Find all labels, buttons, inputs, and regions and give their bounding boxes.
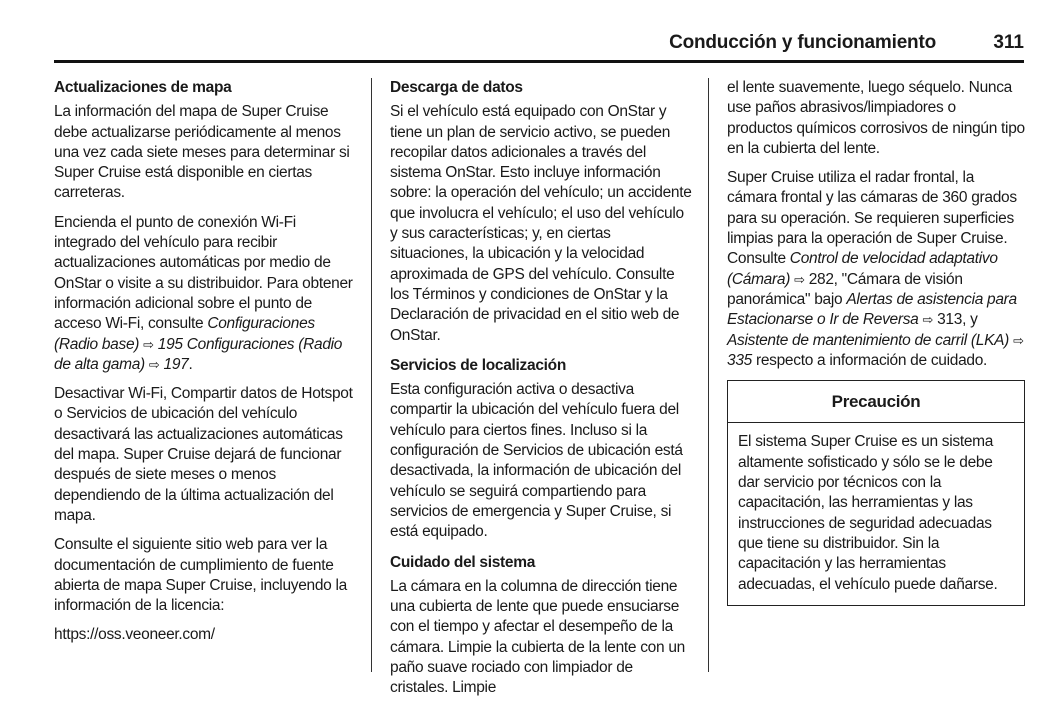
column-divider <box>708 78 709 672</box>
page-reference[interactable]: 335 <box>727 351 752 369</box>
page-ref-arrow-icon: ⇨ <box>922 312 934 328</box>
page-header <box>54 30 1024 63</box>
heading-data-download: Descarga de datos <box>390 79 523 96</box>
caution-box <box>727 380 1025 606</box>
cross-reference-link[interactable]: Alertas de asistencia para Estacionarse o Ir de Reversa <box>727 290 1017 329</box>
section-title: Conducción y funcionamiento <box>669 32 936 53</box>
caution-body: El sistema Super Cruise es un sistema altamente sofisticado y sólo se le debe dar servicio por técnicos con la capacitación, las herramientas y las instrucciones de seguridad adecuadas que tiene su distribuidor. Sin la capacitación y las herramientas adecuadas, el vehículo puede dañarse. <box>738 433 998 593</box>
page-reference[interactable]: 195 <box>157 335 183 353</box>
page-reference[interactable]: 282 <box>808 270 834 288</box>
page-number: 311 <box>993 32 1024 53</box>
column-2 <box>390 78 692 708</box>
page-reference[interactable]: 313 <box>937 311 963 329</box>
cross-reference-link[interactable]: Control de velocidad adaptativo (Cámara) <box>727 250 998 288</box>
paragraph: La cámara en la columna de dirección tiene una cubierta de lente que puede ensuciarse con el tiempo y afectar el desempeño de la cámara. Limpie la cubierta de la lente con un paño suave rociado con limpiador de cristales. Limpie <box>390 577 685 697</box>
column-divider <box>371 78 372 672</box>
paragraph: Consulte el siguiente sitio web para ver la documentación de cumplimiento de fuente abierta de mapa Super Cruise, incluyendo la información de la licencia: <box>54 536 347 615</box>
column-3 <box>727 78 1025 606</box>
heading-location-services: Servicios de localización <box>390 356 566 374</box>
paragraph: Si el vehículo está equipado con OnStar y tiene un plan de servicio activo, se pueden recopilar datos adicionales a través del sistema OnStar. Esto incluye información sobre: la operación del vehículo; un accidente que involucra el vehículo; el uso del vehículo y sus características; y, en ciertas situaciones, la ubicación y la velocidad aproximada de GPS del vehículo. Consulte los Términos y condiciones de OnStar y la Declaración de privacidad en el sitio web de OnStar. <box>390 103 692 344</box>
page-reference[interactable]: 197 <box>163 355 189 373</box>
cross-reference-link[interactable]: Asistente de mantenimiento de carril (LKA) <box>727 331 1010 349</box>
paragraph: La información del mapa de Super Cruise debe actualizarse periódicamente al menos una vez cada siete meses para determinar si Super Cruise está disponible en ciertas carreteras. <box>54 103 350 202</box>
paragraph: Desactivar Wi-Fi, Compartir datos de Hotspot o Servicios de ubicación del vehículo desactivará las actualizaciones automáticas del mapa. Super Cruise dejará de funcionar después de siete meses o menos dependiendo de la última actualización del mapa. <box>54 385 353 524</box>
paragraph: Super Cruise utiliza el radar frontal, la cámara frontal y las cámaras de 360 grados para su operación. Se requieren superficies limpias para la operación de Super Cruise. Consulte Control de velocidad adaptativo (Cámara) ⇨ 282, "Cámara de visión panorámica" bajo Alertas de asistencia para Estacionarse o Ir de Reversa ⇨ 313, y Asistente de mantenimiento de carril (LKA) ⇨ 335 respecto a información de cuidado. <box>727 169 1024 369</box>
page-ref-arrow-icon: ⇨ <box>148 356 160 372</box>
paragraph: Encienda el punto de conexión Wi-Fi integrado del vehículo para recibir actualizaciones automáticas por medio de OnStar o visite a su distribuidor. Para obtener información adicional sobre el punto de acceso Wi-Fi, consulte Configuraciones (Radio base) ⇨ 195 Configuraciones (Radio de alta gama) ⇨ 197. <box>54 213 353 373</box>
page-ref-arrow-icon: ⇨ <box>1013 332 1024 348</box>
cross-reference-link[interactable]: Configuraciones (Radio base) <box>54 315 315 353</box>
paragraph: Esta configuración activa o desactiva compartir la ubicación del vehículo fuera del vehículo para ciertos fines. Incluso si la configuración de Servicios de ubicación está desactivada, la información de ubicación del vehículo se seguirá compartiendo para servicios de emergencia y Super Cruise, si está equipado. <box>390 381 683 541</box>
license-url[interactable]: https://oss.veoneer.com/ <box>54 626 215 644</box>
column-1 <box>54 78 354 655</box>
page-ref-arrow-icon: ⇨ <box>143 336 154 352</box>
paragraph: el lente suavemente, luego séquelo. Nunca use paños abrasivos/limpiadores o productos químicos corrosivos de ningún tipo en la cubierta del lente. <box>727 79 1025 157</box>
cross-reference-link[interactable]: Configuraciones (Radio de alta gama) <box>54 335 343 373</box>
page-ref-arrow-icon: ⇨ <box>794 271 805 287</box>
heading-map-updates: Actualizaciones de mapa <box>54 79 232 96</box>
heading-system-care: Cuidado del sistema <box>390 553 536 571</box>
caution-title: Precaución <box>728 381 1024 423</box>
